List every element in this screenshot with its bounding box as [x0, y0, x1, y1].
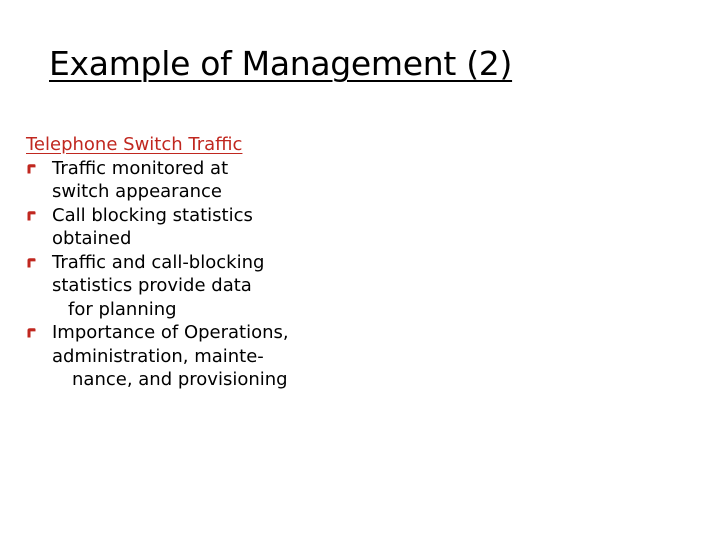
bullet-icon: [26, 327, 36, 338]
bullet-line: administration, mainte-: [52, 345, 264, 367]
slide-title: Example of Management (2): [49, 44, 513, 83]
section-heading: Telephone Switch Traffic: [26, 134, 243, 155]
bullet-line: Traffic and call-blocking: [52, 251, 265, 273]
bullet-line: Importance of Operations,: [52, 322, 289, 343]
bullet-icon: [26, 257, 36, 268]
bullet-line: statistics provide data: [52, 275, 252, 296]
bullet-item: [26, 157, 356, 204]
bullet-line: Call blocking statistics: [52, 204, 253, 226]
slide-content: [26, 133, 356, 392]
bullet-icon: [26, 210, 36, 221]
bullet-item: [26, 321, 356, 392]
bullet-line: switch appearance: [52, 181, 222, 202]
bullet-icon: [26, 163, 36, 174]
bullet-line: for planning: [68, 298, 177, 320]
bullet-line: obtained: [52, 228, 132, 249]
bullet-item: [26, 251, 356, 322]
bullet-line: nance, and provisioning: [72, 369, 288, 390]
bullet-list: [26, 157, 356, 392]
bullet-item: [26, 204, 356, 251]
bullet-line: Traffic monitored at: [52, 157, 229, 179]
